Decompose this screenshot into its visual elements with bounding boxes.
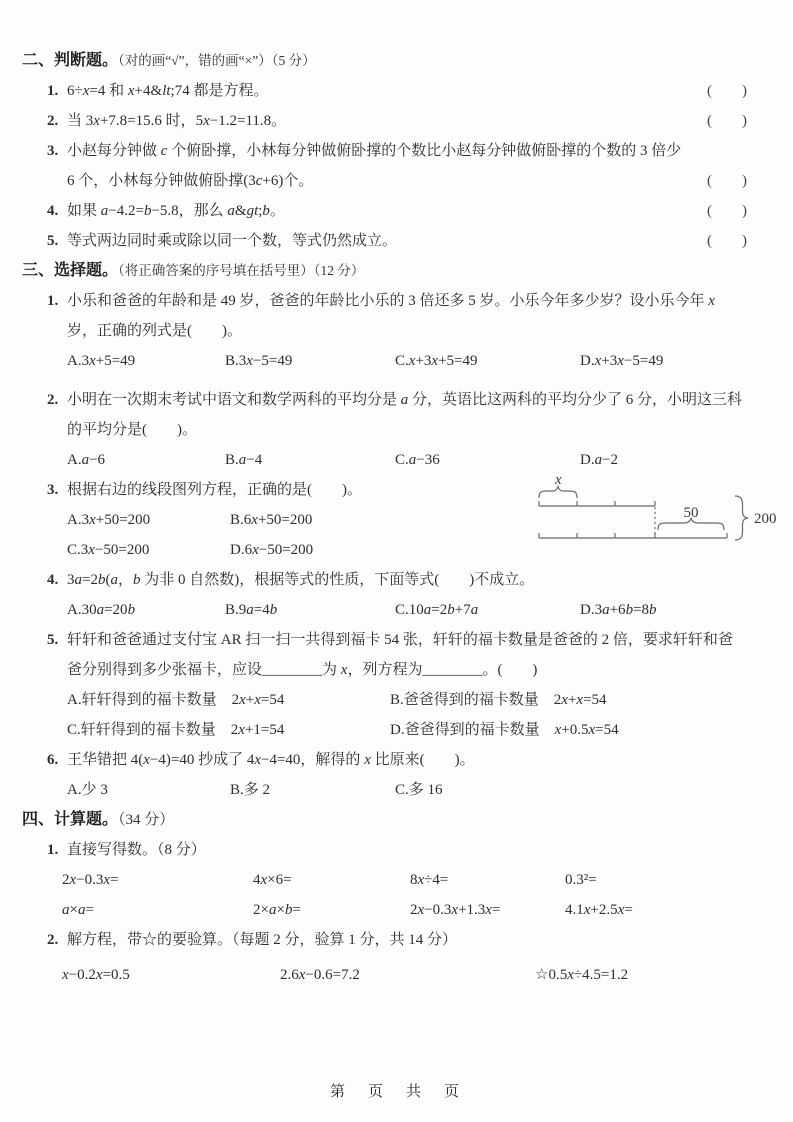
option: A.3x+50=200 [67,512,151,528]
sub-number: 1. [47,842,59,858]
judge-item-2 [22,106,747,136]
judge-item-5 [22,226,747,256]
calc-subtitle: （34 分） [118,812,175,828]
item-text: 如果 a−4.2=b−5.8，那么 a&gt;b。 [67,203,285,219]
option: C.a−36 [395,452,440,468]
item-number: 2. [47,113,59,129]
section-judge-title [22,46,747,76]
option: C.10a=2b+7a [395,602,479,618]
answer-bracket: ( ) [707,83,747,99]
section-choice-title [22,256,747,286]
item-number: 1. [47,83,59,99]
answer-bracket: ( ) [707,173,747,189]
x-label: x [555,472,562,488]
item-number: 3. [47,143,59,159]
option: A.少 3 [67,782,108,798]
expression: 0.3²= [565,872,597,888]
answer-bracket: ( ) [707,233,747,249]
option: B.3x−5=49 [225,353,293,369]
question-stem: 3a=2b(a，b 为非 0 自然数)，根据等式的性质，下面等式( )不成立。 [67,572,535,588]
equation: 2.6x−0.6=7.2 [280,967,360,983]
line-segment-diagram [527,470,793,562]
item-text: 当 3x+7.8=15.6 时，5x−1.2=11.8。 [67,113,287,129]
total-label: 200 [754,511,777,527]
option: D.6x−50=200 [230,542,314,558]
question-number: 1. [47,293,59,309]
option: B.a−4 [225,452,263,468]
fifty-label: 50 [683,505,699,521]
choice-question-3 [22,472,777,565]
expression: 4.1x+2.5x= [565,902,633,918]
calc-title-text: 四、计算题。 [22,811,119,828]
item-number: 5. [47,233,59,249]
judge-item-3 [22,136,747,166]
option: B.6x+50=200 [230,512,313,528]
item-text: 小赵每分钟做 c 个俯卧撑，小林每分钟做俯卧撑的个数比小赵每分钟做俯卧撑的个数的 3 倍少 [67,143,682,159]
choice-question-2 [22,385,747,475]
options-grid [67,505,497,565]
question-stem: 小乐和爸爸的年龄和是 49 岁，爸爸的年龄比小乐的 3 倍还多 5 岁。小乐今年多少岁？设小乐今年 x 岁，正确的列式是( )。 [67,293,715,339]
expression: 2x−0.3x= [62,872,119,888]
question-stem: 小明在一次期末考试中语文和数学两科的平均分是 a 分，英语比这两科的平均分少了 6 分，小明这三科的平均分是( )。 [67,392,743,438]
section-calc-title [22,805,747,835]
option: D.a−2 [580,452,619,468]
segment-diagram-svg [527,470,793,562]
question-number: 4. [47,572,59,588]
answer-bracket: ( ) [707,203,747,219]
question-stem: 根据右边的线段图列方程，正确的是( )。 [67,482,362,498]
page-footer: 第 页 共 页 [329,1084,463,1100]
options-row [67,775,747,805]
equation: x−0.2x=0.5 [62,967,130,983]
choice-title-text: 三、选择题。 [22,262,119,279]
option: C.x+3x+5=49 [395,353,478,369]
sub-label: 直接写得数。（8 分） [67,842,206,858]
judge-title-text: 二、判断题。 [22,52,119,69]
option: D.3a+6b=8b [580,602,657,618]
judge-item-1 [22,76,747,106]
option: B.多 2 [230,782,271,798]
question-stem: 王华错把 4(x−4)=40 抄成了 4x−4=40，解得的 x 比原来( )。 [67,752,475,768]
question-number: 5. [47,632,59,648]
expression: 8x÷4= [410,872,449,888]
question-number: 6. [47,752,59,768]
bottom-line [539,533,727,538]
item-number: 4. [47,203,59,219]
item-text: 等式两边同时乘或除以同一个数，等式仍然成立。 [67,233,398,249]
judge-item-3-line2 [22,166,747,196]
item-text-continued: 6 个，小林每分钟做俯卧撑(3c+6)个。 [67,173,314,189]
choice-question-1 [22,286,747,376]
calc-row-1 [22,865,747,895]
choice-question-6 [22,745,747,805]
option: A.a−6 [67,452,106,468]
expression: 4x×6= [253,872,292,888]
option: C.轩轩得到的福卡数量 2x+1=54 [67,722,285,738]
choice-subtitle: （将正确答案的序号填在括号里）（12 分） [118,263,365,278]
option: A.轩轩得到的福卡数量 2x+x=54 [67,692,285,708]
question-stem: 轩轩和爸爸通过支付宝 AR 扫一扫一共得到福卡 54 张，轩轩的福卡数量是爸爸的 2 倍，要求轩轩和爸爸分别得到多少张福卡，应设________为 x，列方程为________。( ) [67,632,733,678]
option: A.3x+5=49 [67,353,136,369]
sub-label: 解方程，带☆的要验算。（每题 2 分，验算 1 分，共 14 分） [67,932,458,948]
equation: ☆0.5x÷4.5=1.2 [535,967,629,983]
question-number: 3. [47,482,59,498]
total-brace [735,496,748,540]
top-line [539,501,655,506]
options-grid [67,685,747,745]
answer-bracket: ( ) [707,113,747,129]
item-text: 6÷x=4 和 x+4&lt;74 都是方程。 [67,83,269,99]
expression: a×a= [62,902,94,918]
equation-row [22,960,747,990]
choice-question-4 [22,565,747,625]
choice-question-5 [22,625,747,745]
sub-number: 2. [47,932,59,948]
option: D.x+3x−5=49 [580,353,664,369]
calc-row-2 [22,895,747,925]
option: B.爸爸得到的福卡数量 2x+x=54 [390,692,607,708]
option: D.爸爸得到的福卡数量 x+0.5x=54 [390,722,619,738]
option: A.30a=20b [67,602,136,618]
option: B.9a=4b [225,602,278,618]
question-number: 2. [47,392,59,408]
calc-sub1-header [22,835,747,865]
option: C.多 16 [395,782,443,798]
judge-subtitle: （对的画“√”，错的画“×”）（5 分） [118,53,316,68]
judge-item-4 [22,196,747,226]
x-brace [539,487,577,499]
expression: 2×a×b= [253,902,301,918]
options-row [67,595,747,625]
expression: 2x−0.3x+1.3x= [410,902,501,918]
calc-sub2-header [22,925,747,955]
option: C.3x−50=200 [67,542,150,558]
options-row [67,346,747,376]
